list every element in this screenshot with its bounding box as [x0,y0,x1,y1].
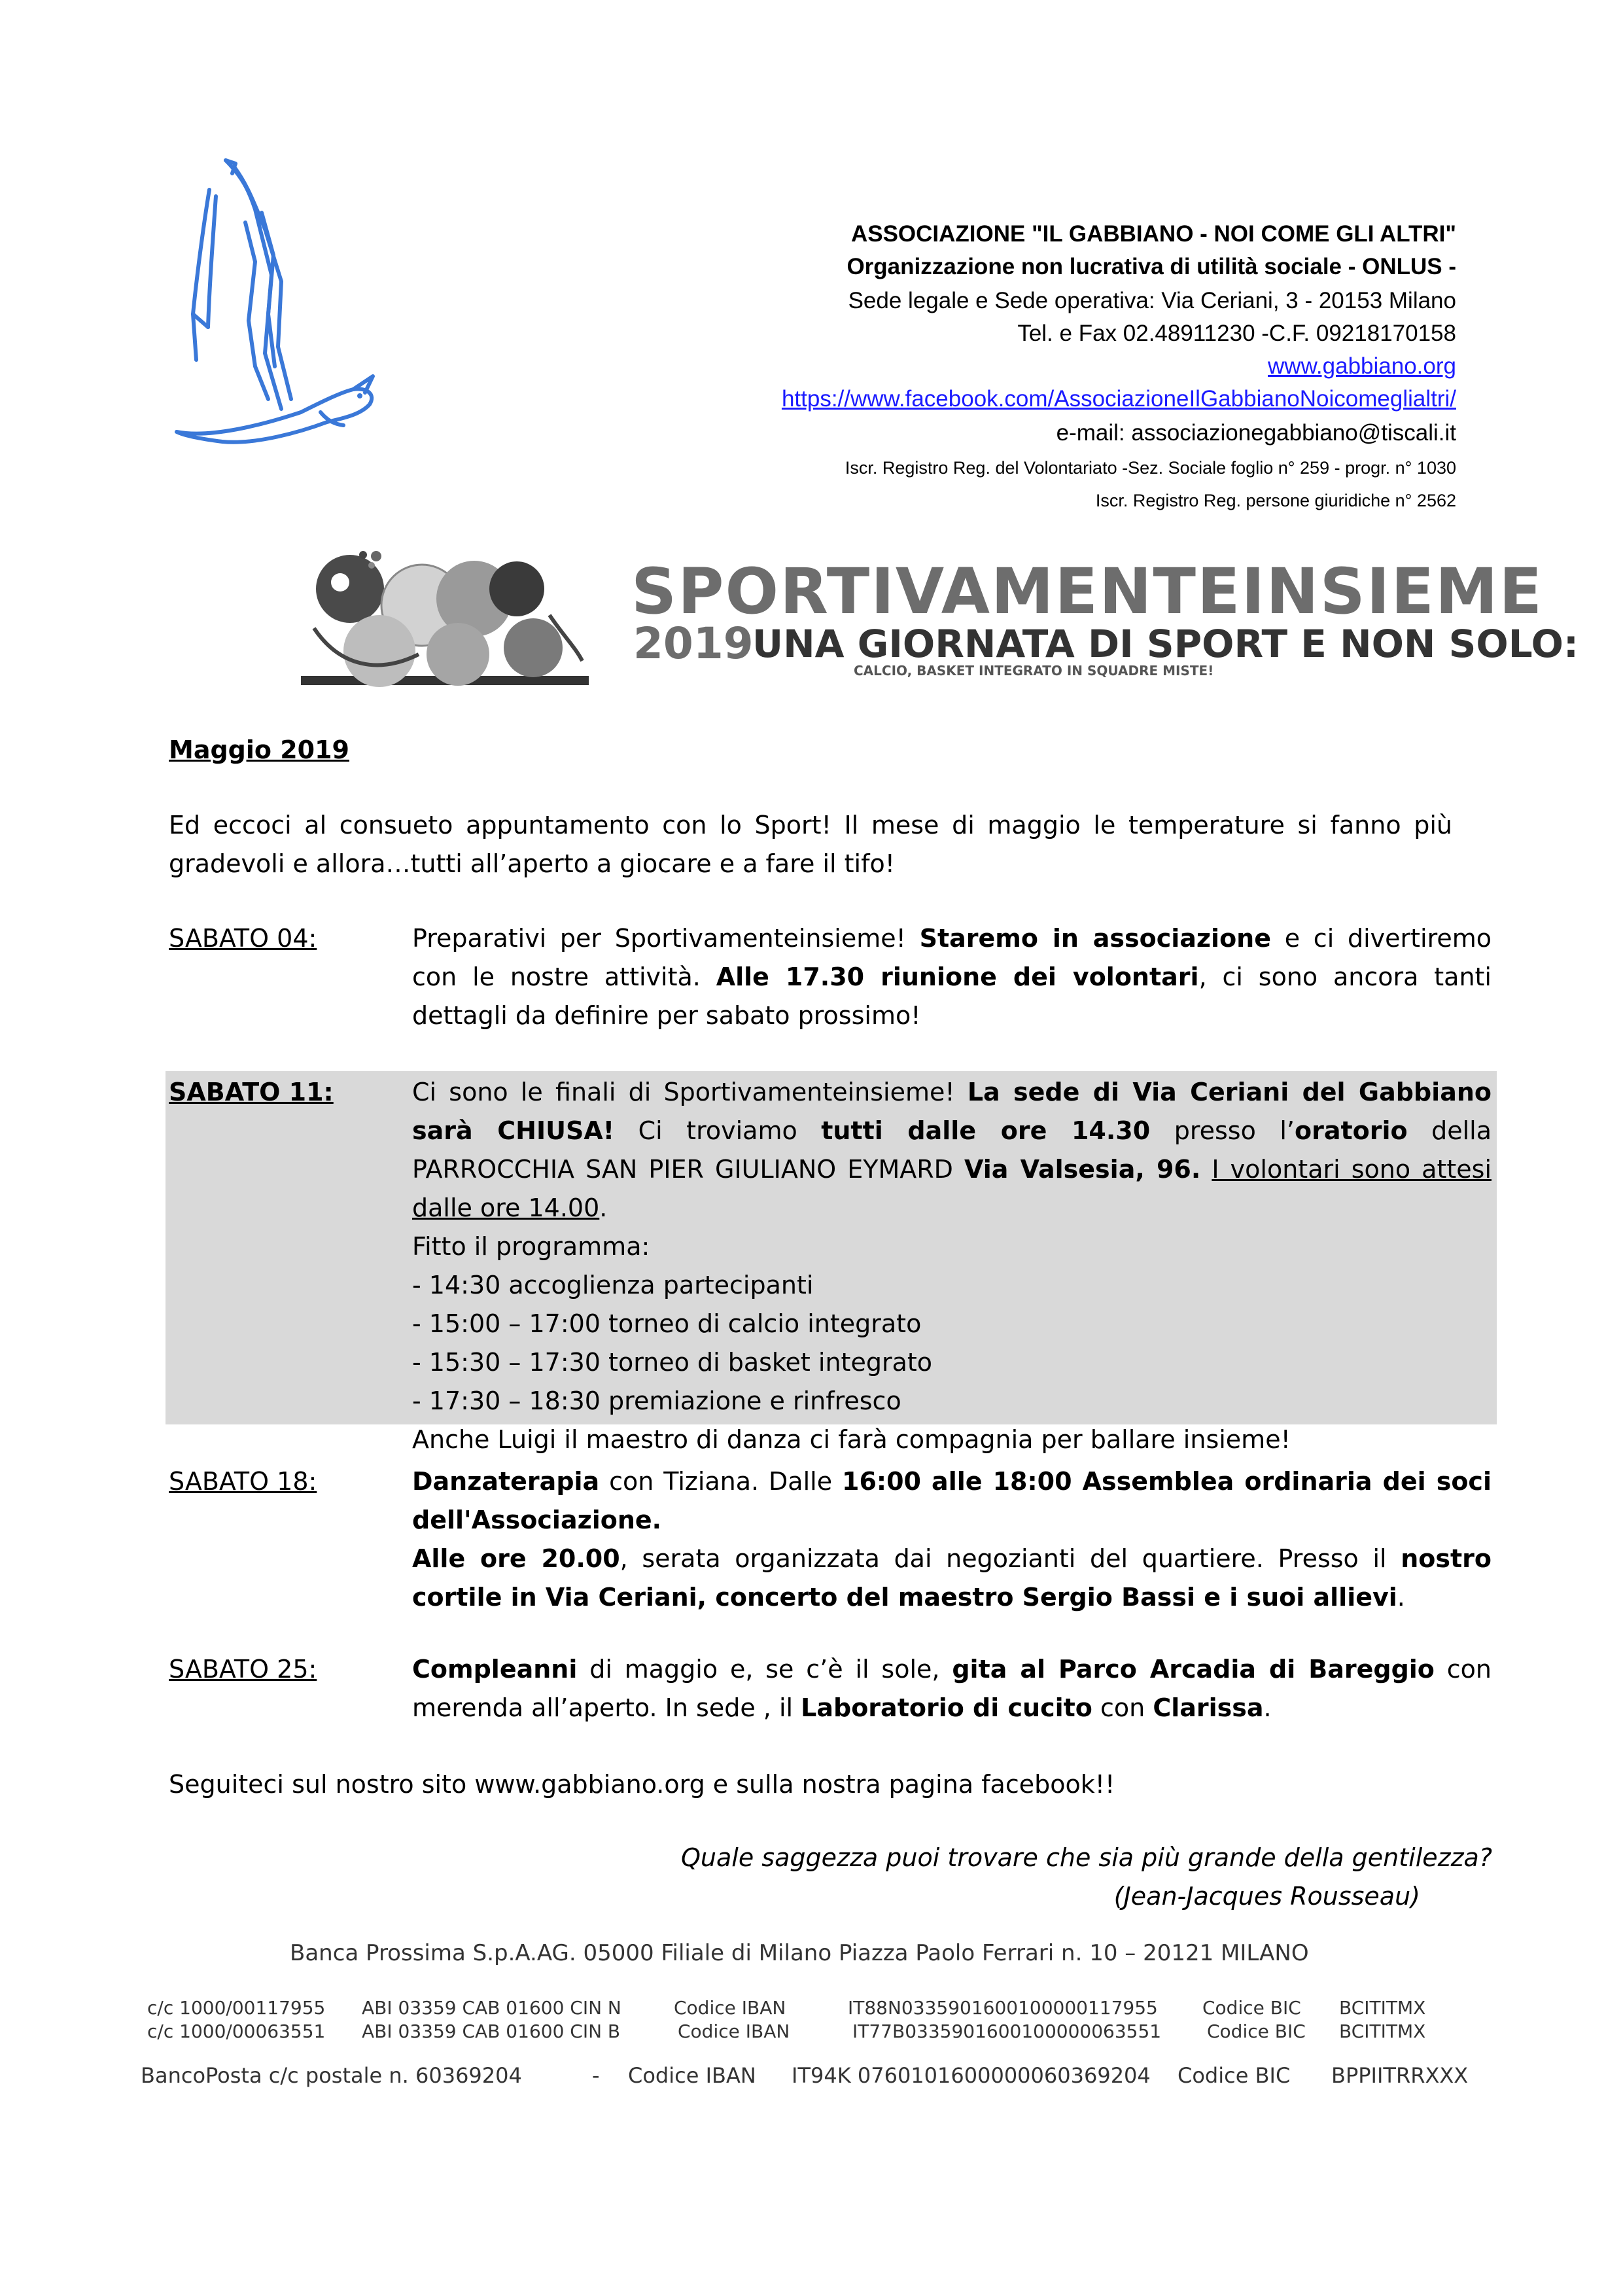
day-body-11 [412,1073,1492,1459]
gabbiano-logo [157,150,406,458]
org-email: e-mail: associazionegabbiano@tiscali.it [1056,420,1456,446]
newsletter-date: Maggio 2019 [169,735,349,764]
bold-segment: Alle ore 20.00 [412,1544,620,1573]
account-iban-label: Codice IBAN [678,2021,790,2042]
postal-iban: IT94K 0760101600000060369204 [792,2063,1151,2088]
text-segment: con merenda all’aperto. In sede , il [412,1655,1492,1722]
text-segment: . [1263,1693,1272,1722]
text-segment [1200,1155,1212,1184]
text-segment: Ci troviamo [614,1116,822,1145]
day-body-18 [412,1462,1492,1617]
registry-volontariato: Iscr. Registro Reg. del Volontariato -Sez. Sociale foglio n° 259 - progr. n° 1030 [845,458,1456,478]
text-segment: , serata organizzata dai negozianti del quartiere. Presso il [620,1544,1401,1573]
bold-segment: La sede di Via Ceriani del Gabbiano sarà CHIUSA! [412,1078,1492,1145]
text-segment: e ci divertiremo con le nostre attività. [412,924,1492,991]
day-label-25: SABATO 25: [169,1655,317,1684]
bold-segment: Via Valsesia, 96. [964,1155,1201,1184]
banner-subtitle: UNA GIORNATA DI SPORT E NON SOLO: [752,622,1579,666]
text-segment: di maggio e, se c’è il sole, [577,1655,952,1684]
bold-segment: gita al Parco Arcadia di Bareggio [952,1655,1435,1684]
bold-segment: Laboratorio di cucito [801,1693,1092,1722]
account-bic: BCITITMX [1339,1997,1426,2019]
org-address: Sede legale e Sede operativa: Via Ceriani, 3 - 20153 Milano [848,288,1456,313]
program-item: - 15:30 – 17:30 torneo di basket integrato [412,1348,933,1377]
account-cc: c/c 1000/00063551 [147,2021,326,2042]
bold-segment: 16:00 alle 18:00 Assemblea ordinaria dei soci dell'Associazione. [412,1467,1492,1534]
banner-year: 2019 [633,618,754,669]
text-segment: , ci sono ancora tanti dettagli da definire per sabato prossimo! [412,963,1492,1030]
org-type: Organizzazione non lucrativa di utilità sociale - ONLUS - [846,254,1456,279]
postal-bic: BPPIITRRXXX [1331,2063,1469,2088]
program-item: - 14:30 accoglienza partecipanti [412,1271,814,1299]
text-segment: con Tiziana. Dalle [599,1467,843,1496]
quote-text: Quale saggezza puoi trovare che sia più grande della gentilezza? [681,1843,1492,1872]
follow-us-text: Seguiteci sul nostro sito www.gabbiano.org e sulla nostra pagina facebook!! [169,1770,1115,1799]
bold-segment: oratorio [1294,1116,1408,1145]
account-abi: ABI 03359 CAB 01600 CIN N [362,1997,621,2019]
account-iban: IT88N0335901600100000117955 [848,1997,1158,2019]
postal-cc: BancoPosta c/c postale n. 60369204 [141,2063,522,2088]
account-row [0,2021,1623,2047]
postal-iban-label: Codice IBAN [628,2063,756,2088]
text-segment: con [1092,1693,1153,1722]
bold-segment: nostro cortile in Via Ceriani, concerto del maestro Sergio Bassi e i suoi allievi [412,1544,1492,1612]
program-closing: Anche Luigi il maestro di danza ci farà compagnia per ballare insieme! [412,1425,1291,1454]
org-phone: Tel. e Fax 02.48911230 -C.F. 09218170158 [1017,321,1456,346]
day-body-04 [412,919,1492,1035]
text-segment: presso l’ [1150,1116,1295,1145]
postal-account-row [141,2063,1623,2092]
postal-dash: - [592,2063,600,2088]
registry-persone-giuridiche: Iscr. Registro Reg. persone giuridiche n° 2562 [1095,491,1456,510]
program-item: - 15:00 – 17:00 torneo di calcio integrato [412,1309,922,1338]
account-iban: IT77B0335901600100000063551 [852,2021,1162,2042]
bank-info: Banca Prossima S.p.A.AG. 05000 Filiale di Milano Piazza Paolo Ferrari n. 10 – 20121 MILANO [290,1940,1309,1966]
text-segment: Ci sono le finali di Sportivamenteinsieme! [412,1078,968,1106]
account-row [0,1997,1623,2023]
day-label-11: SABATO 11: [169,1078,334,1106]
quote-block [681,1839,1492,1916]
banner-title: SPORTIVAMENTEINSIEME [631,555,1544,628]
program-item: - 17:30 – 18:30 premiazione e rinfresco [412,1386,901,1415]
day-label-04: SABATO 04: [169,924,317,953]
text-segment: . [599,1193,608,1222]
day-label-18: SABATO 18: [169,1467,317,1496]
bold-segment: Compleanni [412,1655,578,1684]
quote-author: (Jean-Jacques Rousseau) [1113,1882,1420,1911]
bold-segment: Clarissa [1153,1693,1264,1722]
account-abi: ABI 03359 CAB 01600 CIN B [362,2021,621,2042]
banner-small-text: CALCIO, BASKET INTEGRATO IN SQUADRE MISTE! [854,663,1214,679]
text-segment: . [1397,1583,1405,1612]
account-bic-label: Codice BIC [1202,1997,1301,2019]
bold-segment: Danzaterapia [412,1467,600,1496]
facebook-link[interactable]: https://www.facebook.com/AssociazioneIlGabbianoNoicomeglialtri/ [781,386,1456,412]
sports-banner-art [301,550,589,687]
account-bic-label: Codice BIC [1207,2021,1306,2042]
account-cc: c/c 1000/00117955 [147,1997,326,2019]
bold-segment: Alle 17.30 riunione dei volontari [716,963,1199,991]
website-link[interactable]: www.gabbiano.org [1268,353,1456,379]
text-segment: Preparativi per Sportivamenteinsieme! [412,924,920,953]
bold-segment: Staremo in associazione [919,924,1272,953]
program-intro: Fitto il programma: [412,1232,650,1261]
account-bic: BCITITMX [1339,2021,1426,2042]
day-body-25 [412,1650,1492,1727]
org-name: ASSOCIAZIONE "IL GABBIANO - NOI COME GLI ALTRI" [850,221,1456,247]
postal-bic-label: Codice BIC [1178,2063,1291,2088]
intro-paragraph: Ed eccoci al consueto appuntamento con lo Sport! Il mese di maggio le temperature si fanno più gradevoli e allora…tutti all’aperto a giocare e a fare il tifo! [169,811,1452,878]
account-iban-label: Codice IBAN [674,1997,786,2019]
bold-segment: tutti dalle ore 14.30 [821,1116,1151,1145]
underlined-segment: I volontari sono attesi dalle ore 14.00 [412,1155,1492,1222]
text-segment: della PARROCCHIA SAN PIER GIULIANO EYMARD [412,1116,1492,1184]
